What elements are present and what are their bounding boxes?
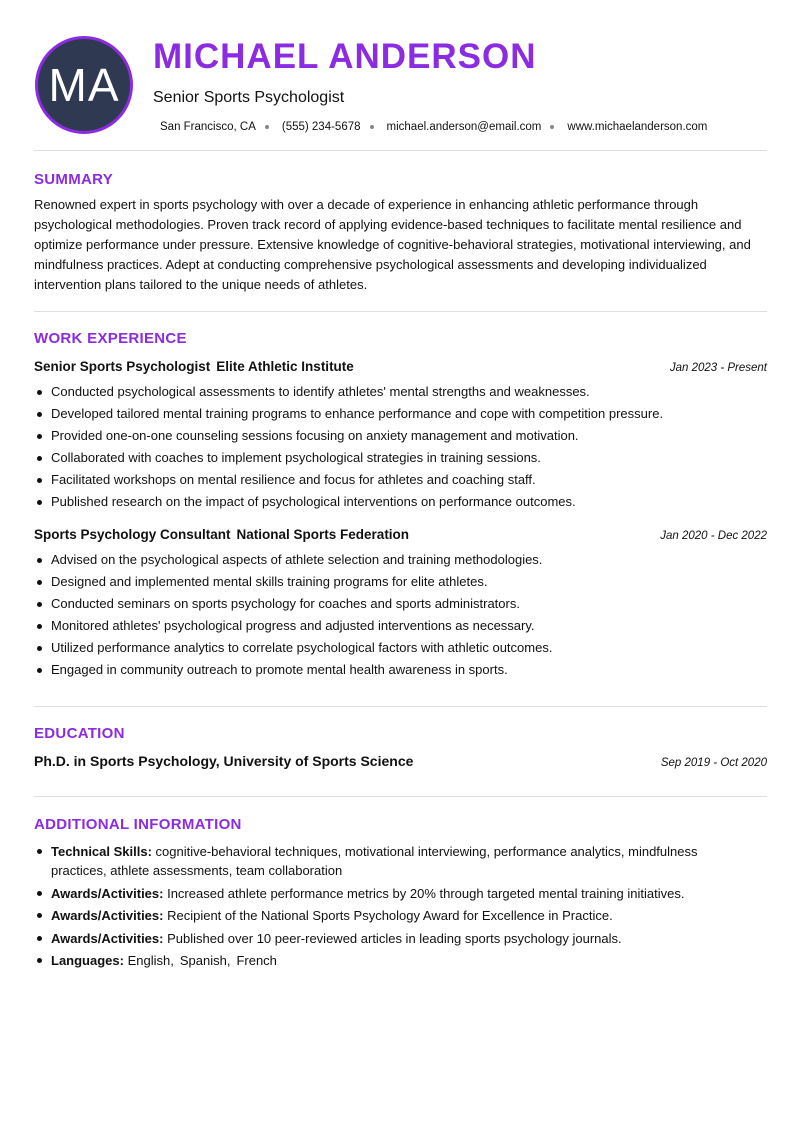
job-role: Sports Psychology Consultant: [34, 527, 231, 542]
item-text: Increased athlete performance metrics by 20% through targeted mental training initiatives.: [167, 885, 685, 901]
languages-item: [34, 951, 754, 970]
job-role: Senior Sports Psychologist: [34, 359, 211, 374]
divider: [34, 706, 767, 707]
job-header: [34, 527, 767, 542]
education-entry: [34, 753, 767, 769]
education-dates: Sep 2019 - Oct 2020: [660, 757, 767, 769]
divider: [34, 150, 767, 151]
list-item: Monitored athletes' psychological progress and adjusted interventions as necessary.: [34, 615, 769, 637]
item-label: Technical Skills:: [51, 844, 152, 859]
list-item: Conducted psychological assessments to identify athletes' mental strengths and weaknesses.: [34, 381, 769, 403]
experience-heading: WORK EXPERIENCE: [34, 330, 187, 347]
item-text: cognitive-behavioral techniques, motivational interviewing, performance analytics, mindfulness practices, athlete assessments, team collaboration: [51, 844, 698, 878]
languages-label: Languages:: [51, 953, 124, 968]
additional-heading: ADDITIONAL INFORMATION: [34, 816, 242, 833]
divider: [34, 796, 767, 797]
language: English,: [127, 953, 174, 968]
separator-dot: [370, 125, 374, 129]
separator-dot: [265, 125, 269, 129]
list-item: Engaged in community outreach to promote mental health awareness in sports.: [34, 659, 769, 681]
list-item: [34, 929, 754, 948]
divider: [34, 311, 767, 312]
job-bullets: [34, 549, 769, 681]
job-bullets: [34, 381, 769, 513]
separator-dot: [550, 125, 554, 129]
list-item: [34, 842, 754, 880]
list-item: Designed and implemented mental skills training programs for elite athletes.: [34, 571, 769, 593]
avatar-initials: MA: [48, 59, 120, 111]
job-header: [34, 359, 767, 374]
candidate-role: Senior Sports Psychologist: [153, 89, 345, 106]
education-degree: Ph.D. in Sports Psychology, University of Sports Science: [34, 753, 414, 769]
list-item: Collaborated with coaches to implement psychological strategies in training sessions.: [34, 447, 769, 469]
job-title: [34, 527, 409, 542]
summary-heading: SUMMARY: [34, 171, 114, 188]
language: French: [236, 953, 277, 968]
summary-text: Renowned expert in sports psychology with over a decade of experience in enhancing athletic performance through psychological methodologies. Proven track record of applying evidence-based techniques to facilitate mental resilience and optimize performance under pressure. Extensive knowledge of cognitive-behavioral strategies, motivational interviewing, and mindfulness practices. Adept at conducting comprehensive psychological assessments and developing individualized intervention plans tailored to the unique needs of athletes.: [34, 197, 751, 292]
additional-list: [34, 842, 754, 974]
list-item: Utilized performance analytics to correlate psychological factors with athletic outcomes.: [34, 637, 769, 659]
list-item: Developed tailored mental training programs to enhance performance and cope with competition pressure.: [34, 403, 769, 425]
job-dates: Jan 2020 - Dec 2022: [660, 530, 767, 542]
list-item: [34, 884, 754, 903]
job-dates: Jan 2023 - Present: [669, 362, 767, 374]
list-item: Facilitated workshops on mental resilience and focus for athletes and coaching staff.: [34, 469, 769, 491]
job-company: National Sports Federation: [236, 527, 410, 542]
contact-location: San Francisco, CA: [160, 121, 256, 133]
list-item: Advised on the psychological aspects of athlete selection and training methodologies.: [34, 549, 769, 571]
education-heading: EDUCATION: [34, 725, 125, 742]
avatar: [35, 36, 133, 134]
language: Spanish,: [179, 953, 231, 968]
job-title: [34, 359, 354, 374]
candidate-name: MICHAEL ANDERSON: [153, 37, 537, 76]
item-label: Awards/Activities:: [51, 930, 164, 946]
contact-website[interactable]: www.michaelanderson.com: [567, 121, 708, 133]
list-item: Published research on the impact of psychological interventions on performance outcomes.: [34, 491, 769, 513]
contact-email[interactable]: michael.anderson@email.com: [386, 121, 542, 133]
job-company: Elite Athletic Institute: [216, 359, 354, 374]
item-label: Awards/Activities:: [51, 885, 164, 901]
item-label: Awards/Activities:: [51, 908, 164, 923]
contact-line: [160, 121, 707, 133]
item-text: Recipient of the National Sports Psychology Award for Excellence in Practice.: [167, 908, 613, 923]
list-item: [34, 906, 754, 925]
list-item: Provided one-on-one counseling sessions focusing on anxiety management and motivation.: [34, 425, 769, 447]
contact-phone: (555) 234-5678: [281, 121, 361, 133]
list-item: Conducted seminars on sports psychology for coaches and sports administrators.: [34, 593, 769, 615]
item-text: Published over 10 peer-reviewed articles in leading sports psychology journals.: [167, 930, 622, 946]
